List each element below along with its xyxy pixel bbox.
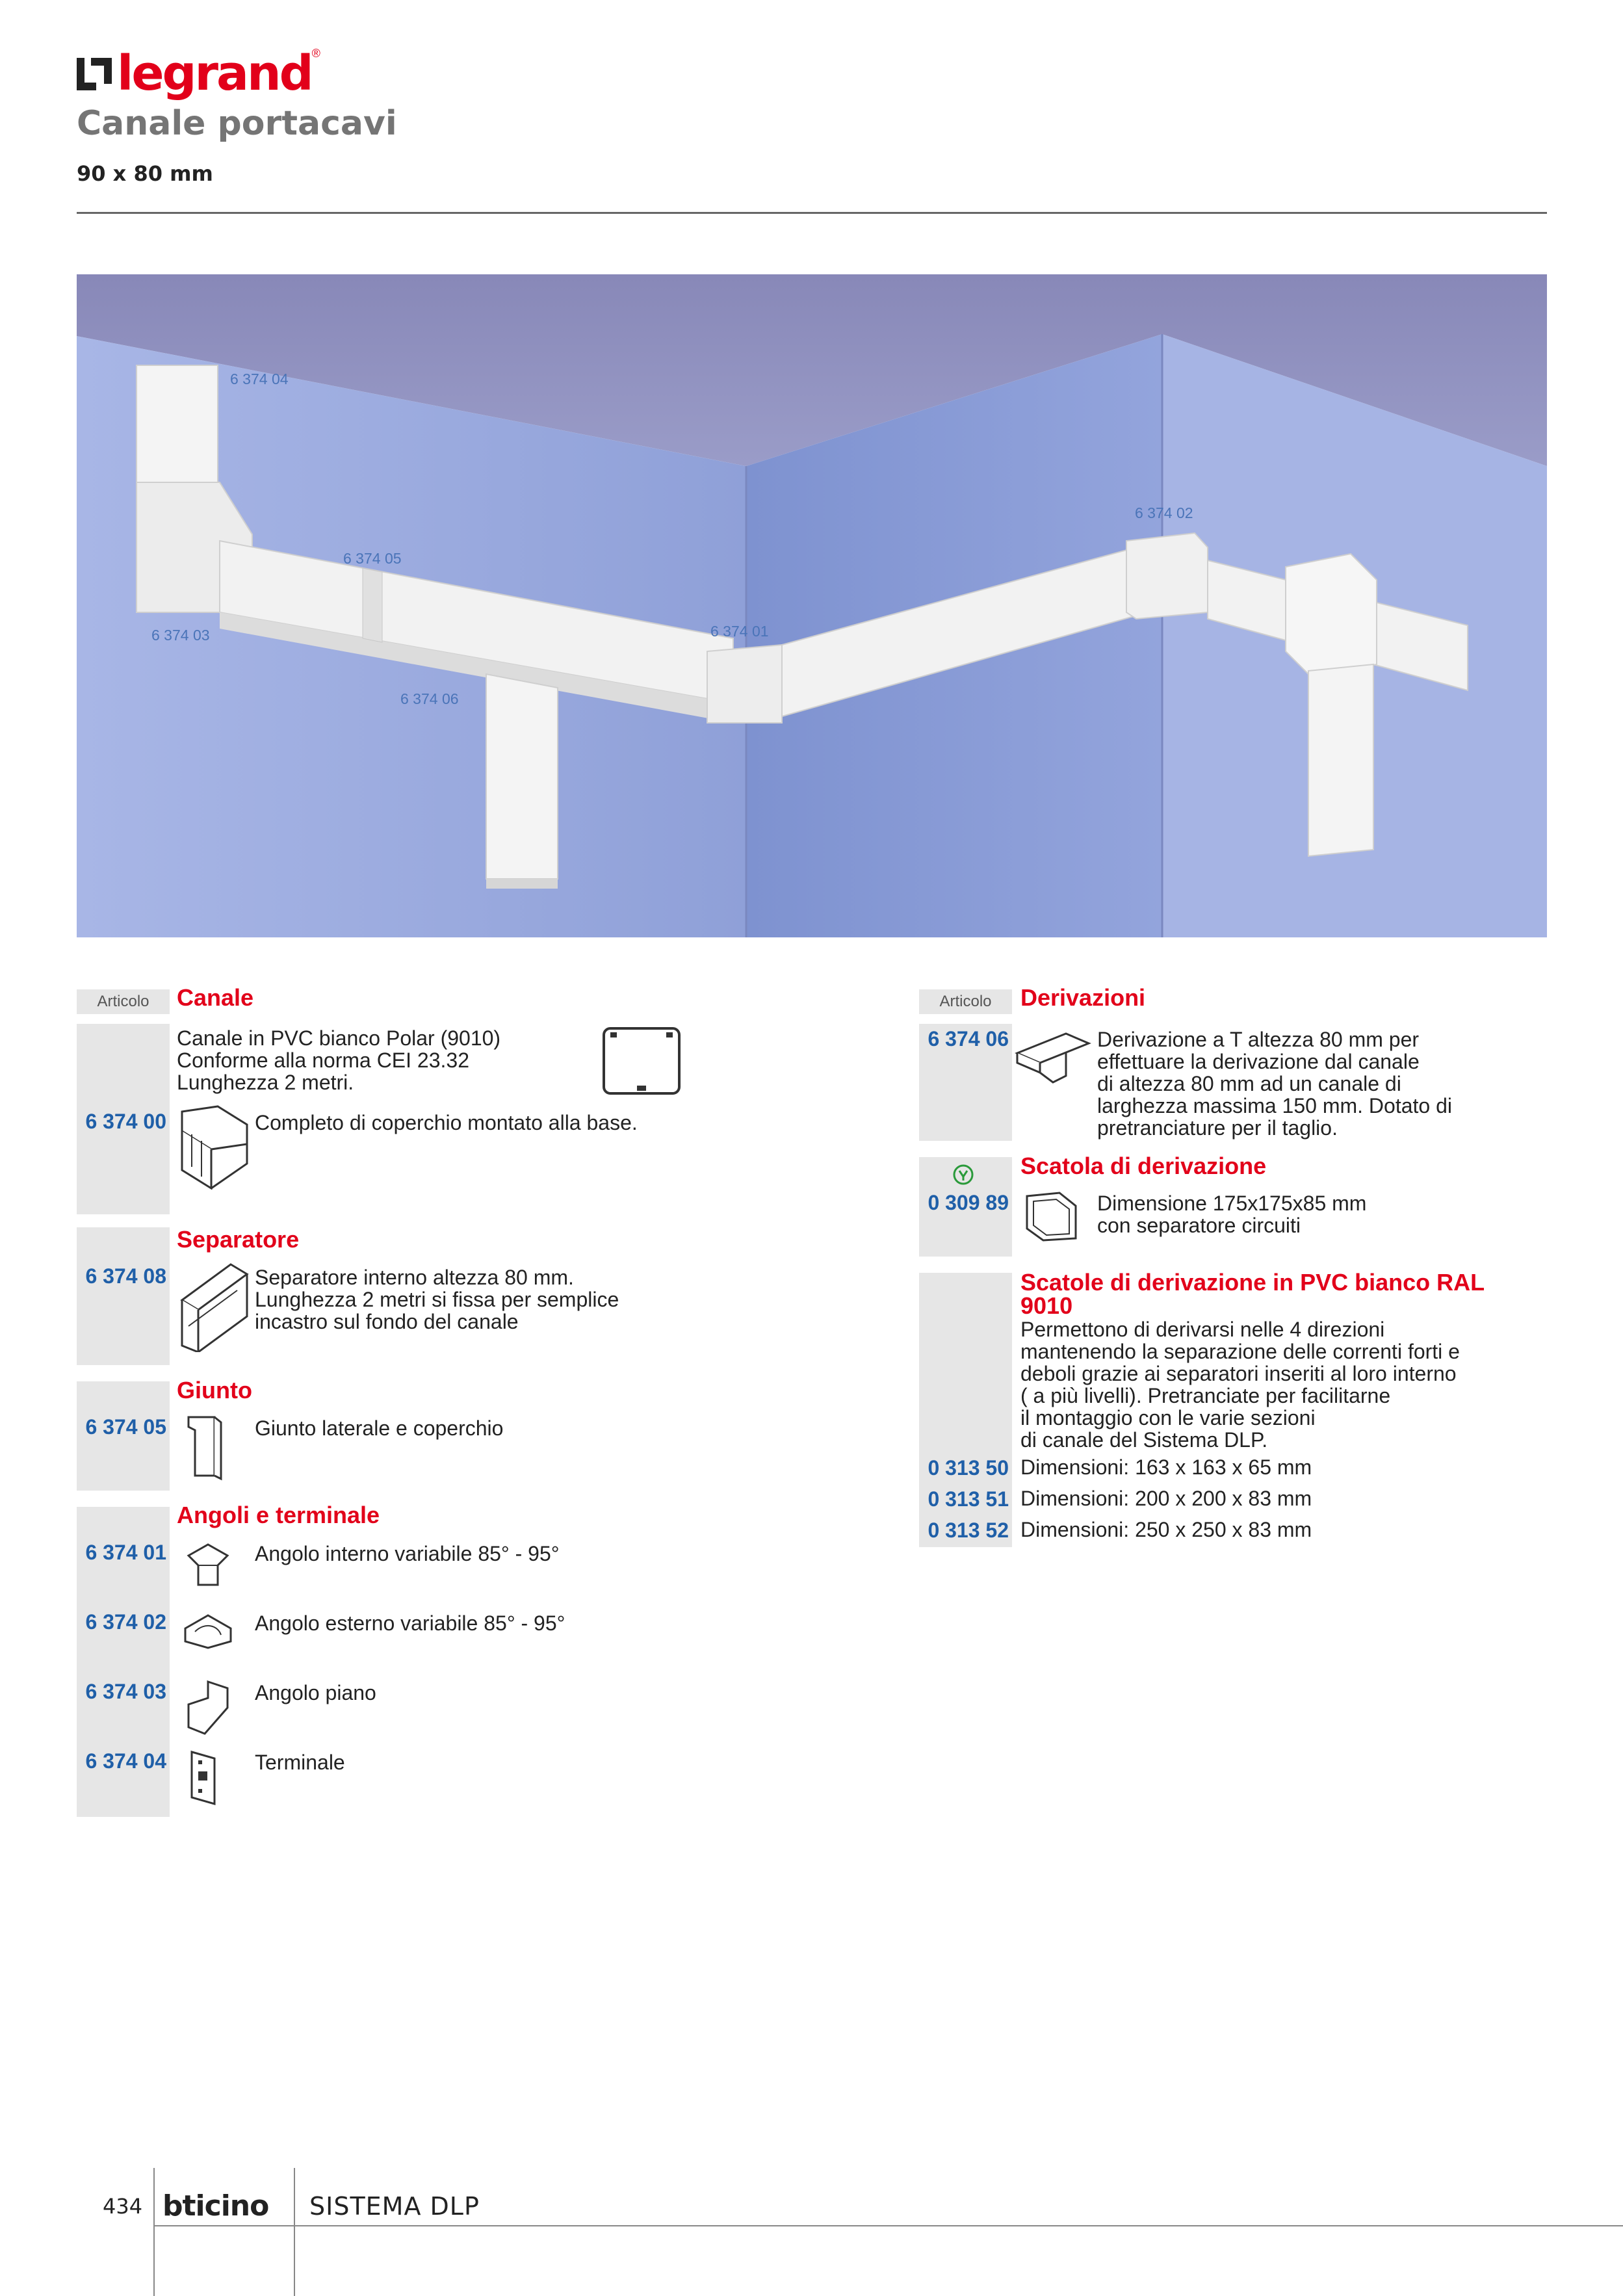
derivazioni-desc: pretranciature per il taglio. (1097, 1116, 1338, 1140)
angolo-desc: Angolo esterno variabile 85° - 95° (255, 1611, 565, 1635)
scatole-desc: di canale del Sistema DLP. (1020, 1428, 1268, 1452)
registered-mark: ® (311, 47, 320, 60)
scatole-desc: ( a più livelli). Pretranciate per facilitarne (1020, 1384, 1391, 1407)
scatole-dimension: Dimensioni: 200 x 200 x 83 mm (1020, 1487, 1312, 1510)
scatole-desc: mantenendo la separazione delle correnti forti e (1020, 1340, 1460, 1363)
section-heading-scatole: 9010 (1020, 1292, 1073, 1319)
footer-system: SISTEMA DLP (309, 2192, 480, 2221)
legrand-logo (77, 44, 320, 103)
header-divider (77, 212, 1547, 214)
product-code: 0 313 50 (928, 1456, 1009, 1480)
product-code: 0 309 89 (928, 1191, 1009, 1214)
product-code: 6 374 04 (85, 1749, 166, 1773)
section-heading-angoli: Angoli e terminale (177, 1502, 380, 1528)
legrand-mark-icon (77, 54, 112, 93)
duct-channel-icon (179, 1105, 250, 1193)
footer-brand: bticino (162, 2189, 269, 2223)
footer-rule (153, 2225, 1623, 2226)
footer-divider (294, 2168, 295, 2296)
product-code: 6 374 03 (85, 1680, 166, 1703)
page-title: Canale portacavi (77, 104, 397, 143)
product-code: 6 374 01 (85, 1541, 166, 1564)
article-column-label: Articolo (919, 989, 1012, 1014)
inner-corner-icon (182, 1539, 234, 1595)
outer-corner-icon (182, 1612, 234, 1654)
section-heading-derivazioni: Derivazioni (1020, 984, 1146, 1011)
junction-box-icon (1024, 1190, 1082, 1245)
product-code: 0 313 52 (928, 1519, 1009, 1542)
separatore-desc: incastro sul fondo del canale (255, 1310, 519, 1333)
canale-desc: Canale in PVC bianco Polar (9010) (177, 1026, 501, 1050)
end-cap-icon (185, 1749, 224, 1810)
code-column-bg (77, 1227, 170, 1365)
canale-item-desc: Completo di coperchio montato alla base. (255, 1111, 638, 1134)
scatole-dimension: Dimensioni: 250 x 250 x 83 mm (1020, 1518, 1312, 1541)
page-number: 434 (103, 2194, 143, 2219)
canale-desc: Conforme alla norma CEI 23.32 (177, 1049, 469, 1072)
product-code: 6 374 05 (85, 1415, 166, 1439)
section-heading-separatore: Separatore (177, 1226, 300, 1253)
page-subtitle: 90 x 80 mm (77, 161, 213, 186)
green-certification-icon (952, 1164, 974, 1189)
separator-icon (179, 1261, 250, 1355)
section-heading-scatola: Scatola di derivazione (1020, 1153, 1267, 1179)
product-code: 6 374 08 (85, 1264, 166, 1288)
callout-label: 6 374 01 (710, 623, 769, 640)
product-code: 6 374 06 (928, 1027, 1009, 1050)
flat-corner-icon (182, 1678, 234, 1740)
derivazioni-desc: effettuare la derivazione dal canale (1097, 1050, 1420, 1073)
callout-label: 6 374 05 (343, 550, 402, 567)
product-photo (77, 274, 1547, 937)
section-heading-giunto: Giunto (177, 1377, 252, 1403)
callout-label: 6 374 06 (400, 690, 459, 707)
product-code: 6 374 00 (85, 1110, 166, 1133)
callout-label: 6 374 02 (1135, 504, 1193, 521)
separatore-desc: Separatore interno altezza 80 mm. (255, 1266, 574, 1289)
separatore-desc: Lunghezza 2 metri si fissa per semplice (255, 1288, 619, 1311)
brand-name: legrand (117, 46, 312, 101)
callout-label: 6 374 03 (151, 627, 210, 644)
callout-label: 6 374 04 (230, 371, 289, 387)
scatola-desc: con separatore circuiti (1097, 1214, 1301, 1237)
footer-divider (153, 2168, 155, 2296)
derivazioni-desc: Derivazione a T altezza 80 mm per (1097, 1028, 1420, 1051)
canale-desc: Lunghezza 2 metri. (177, 1071, 354, 1094)
product-code: 0 313 51 (928, 1487, 1009, 1511)
scatole-desc: Permettono di derivarsi nelle 4 direzioni (1020, 1318, 1385, 1341)
scatole-desc: deboli grazie ai separatori inseriti al loro interno (1020, 1362, 1457, 1385)
article-column-label: Articolo (77, 989, 170, 1014)
scatole-dimension: Dimensioni: 163 x 163 x 65 mm (1020, 1455, 1312, 1479)
product-code: 6 374 02 (85, 1610, 166, 1634)
scatole-desc: il montaggio con le varie sezioni (1020, 1406, 1316, 1429)
giunto-desc: Giunto laterale e coperchio (255, 1416, 504, 1440)
joint-icon (179, 1411, 231, 1485)
t-derivation-icon (1014, 1027, 1095, 1089)
derivazioni-desc: di altezza 80 mm ad un canale di (1097, 1072, 1401, 1095)
angolo-desc: Angolo interno variabile 85° - 95° (255, 1542, 560, 1565)
section-heading-canale: Canale (177, 984, 254, 1011)
section-heading-scatole: Scatole di derivazione in PVC bianco RAL (1020, 1269, 1485, 1296)
scatola-desc: Dimensione 175x175x85 mm (1097, 1192, 1367, 1215)
angolo-desc: Angolo piano (255, 1681, 376, 1704)
angolo-desc: Terminale (255, 1751, 345, 1774)
derivazioni-desc: larghezza massima 150 mm. Dotato di (1097, 1094, 1452, 1117)
duct-section-icon (601, 1026, 682, 1101)
